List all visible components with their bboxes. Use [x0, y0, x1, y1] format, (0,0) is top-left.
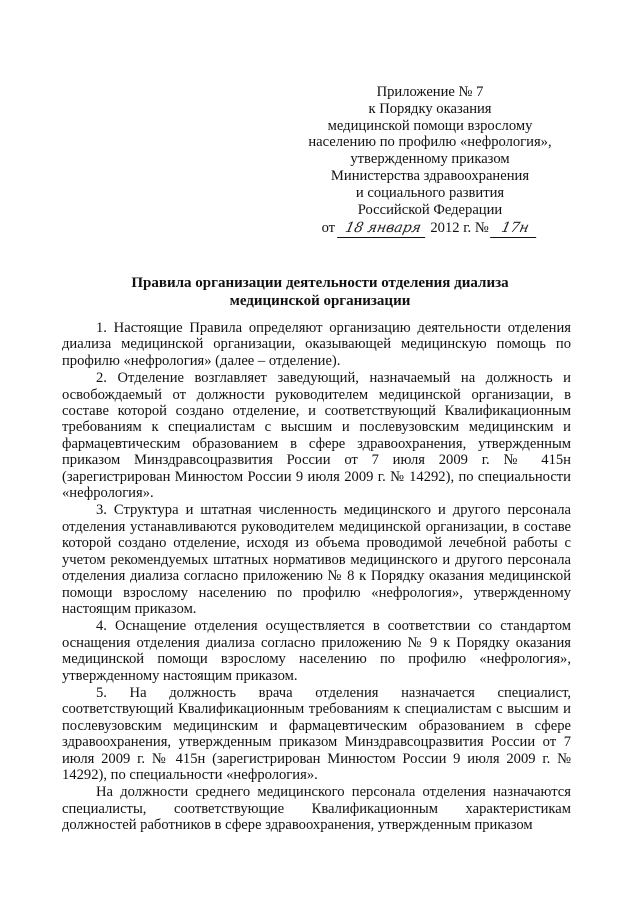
- title-line-1: Правила организации деятельности отделения диализа: [131, 275, 509, 291]
- paragraph-2: 2. Отделение возглавляет заведующий, назначаемый на должность и освобождаемый от должности руководителем медицинской организации, в составе которой создано отделение, и соответствующий Квалификационным требованиям к специалистам с высшим и послевузовским медицинским и фармацевтическим образованием в сфере здравоохранения, утвержденным приказом Минздравсоцразвития России от 7 июля 2009 г. № 415н (зарегистрирован Минюстом России 9 июля 2009 г. № 14292), по специальности «нефрология».: [62, 370, 571, 502]
- date-prefix: от: [321, 220, 336, 237]
- order-year: 2012 г.: [430, 220, 472, 237]
- number-prefix: №: [474, 220, 489, 237]
- document-body: [62, 320, 571, 834]
- appendix-line-1: Приложение № 7: [376, 84, 484, 100]
- handwritten-date: 18 января: [337, 220, 429, 238]
- appendix-line-4: населению по профилю «нефрология»,: [308, 134, 552, 151]
- title-line-2: медицинской организации: [229, 292, 411, 309]
- appendix-line-6: Министерства здравоохранения: [330, 167, 530, 184]
- document-title: [60, 275, 580, 310]
- appendix-line-2: к Порядку оказания: [368, 100, 492, 117]
- appendix-line-5: утвержденному приказом: [350, 151, 510, 168]
- paragraph-4: 4. Оснащение отделения осуществляется в соответствии со стандартом оснащения отделения диализа согласно приложению № 9 к Порядку оказания медицинской помощи взрослому населению по профилю «нефрология», утвержденному настоящим приказом.: [62, 618, 571, 684]
- paragraph-3: 3. Структура и штатная численность медицинского и другого персонала отделения устанавливаются руководителем медицинской организации, в составе которой создано отделение, исходя из объема проводимой лечебной работы с учетом рекомендуемых штатных нормативов медицинского и другого персонала отделения диализа согласно приложению № 8 к Порядку оказания медицинской помощи взрослому населению по профилю «нефрология», утвержденному настоящим приказом.: [62, 502, 571, 617]
- paragraph-6: На должности среднего медицинского персонала отделения назначаются специалисты, соответствующие Квалификационным характеристикам должностей работников в сфере здравоохранения, утвержденным приказом: [62, 784, 571, 834]
- paragraph-1: 1. Настоящие Правила определяют организацию деятельности отделения диализа медицинской организации, оказывающей медицинскую помощь по профилю «нефрология» (далее – отделение).: [62, 320, 571, 369]
- order-date-line: [290, 220, 570, 238]
- paragraph-5: 5. На должность врача отделения назначается специалист, соответствующий Квалификационным требованиям к специалистам с высшим и послевузовским медицинским и фармацевтическим образованием в сфере здравоохранения, утвержденным приказом Минздравсоцразвития России от 7 июля 2009 г. № 415н (зарегистрирован Минюстом России 9 июля 2009 г. № 14292), по специальности «нефрология».: [62, 684, 571, 783]
- appendix-line-3: медицинской помощи взрослому: [327, 117, 533, 134]
- handwritten-number: 17н: [491, 220, 541, 238]
- appendix-header: [290, 84, 570, 238]
- appendix-line-8: Российской Федерации: [357, 201, 503, 218]
- appendix-line-7: и социального развития: [355, 184, 505, 201]
